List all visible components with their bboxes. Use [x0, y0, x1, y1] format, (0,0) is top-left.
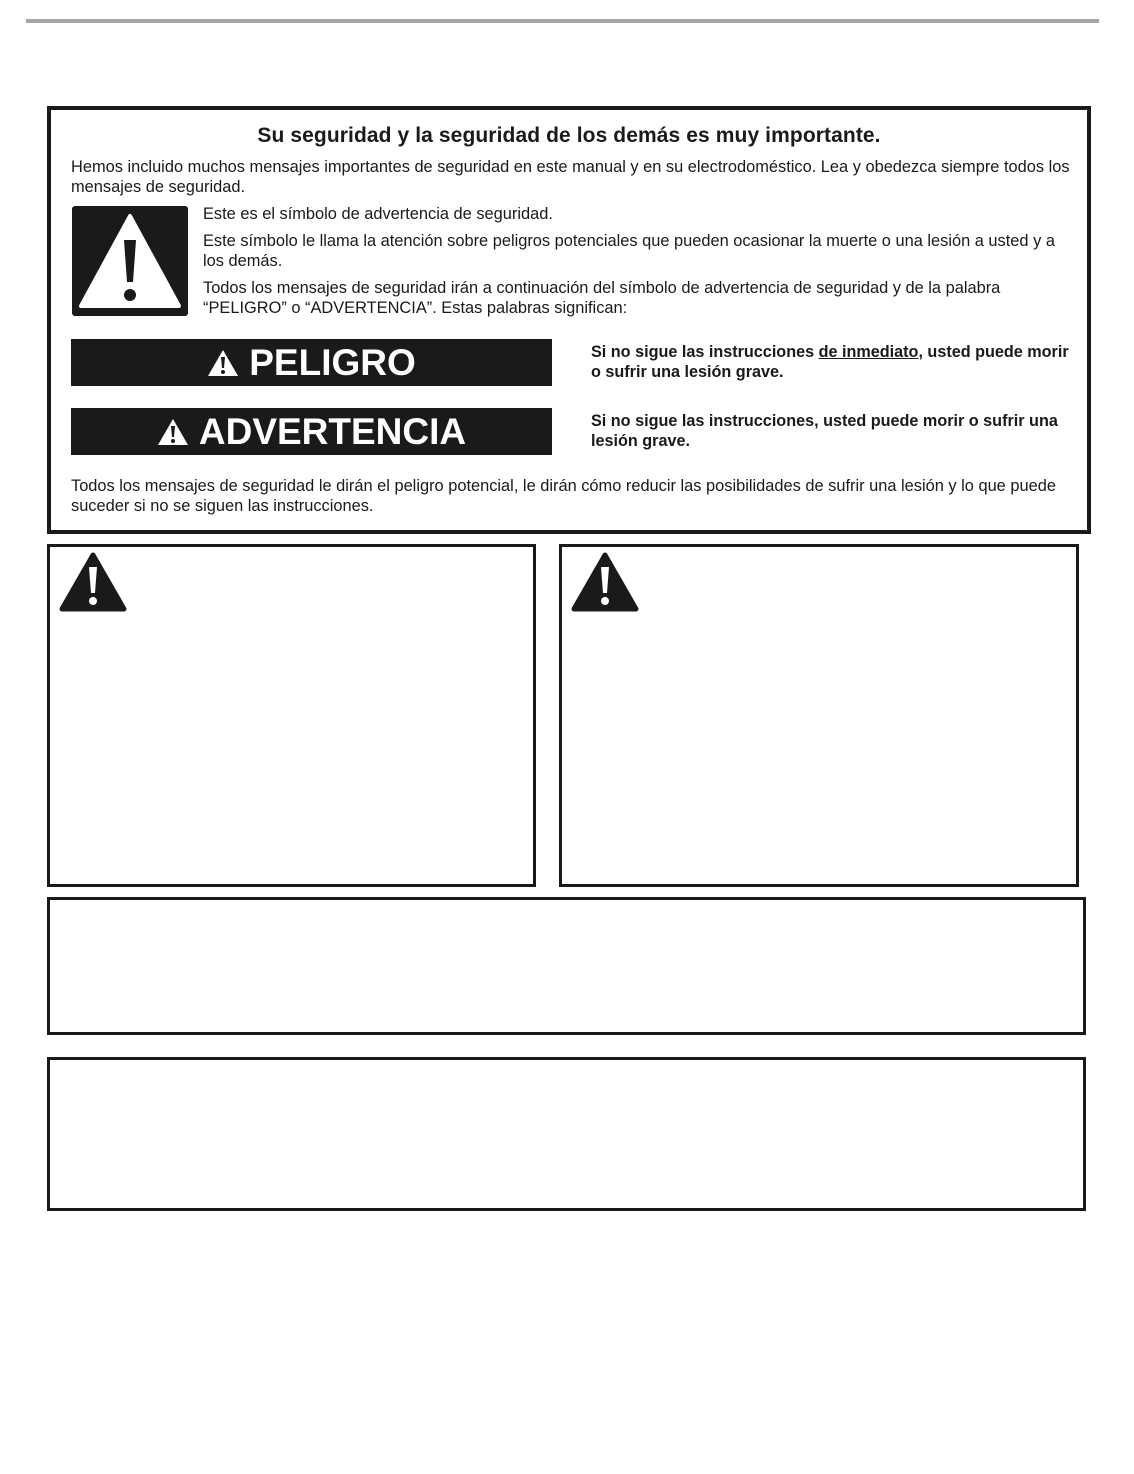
safety-alert-symbol	[72, 206, 188, 316]
symbol-description-2: Este símbolo le llama la atención sobre peligros potenciales que pueden ocasionar la muerte o una lesión a usted y a los demás.	[203, 232, 1055, 270]
safety-closing: Todos los mensajes de seguridad le dirán el peligro potencial, le dirán cómo reducir las posibilidades de sufrir una lesión y lo que puede suceder si no se siguen las instrucciones.	[71, 477, 1056, 515]
danger-desc-pre: Si no sigue las instrucciones	[591, 343, 819, 361]
warning-triangle-icon	[157, 418, 189, 446]
warning-description: Si no sigue las instrucciones, usted puede morir o sufrir una lesión grave.	[591, 412, 1058, 450]
warning-triangle-icon	[76, 210, 184, 312]
danger-label: PELIGRO	[249, 341, 416, 383]
warning-signal-banner	[71, 408, 552, 455]
info-box-2	[47, 1057, 1086, 1211]
warning-triangle-icon	[207, 349, 239, 377]
warning-triangle-icon	[571, 551, 639, 613]
warning-box-left	[47, 544, 536, 887]
safety-intro: Hemos incluido muchos mensajes importantes de seguridad en este manual y en su electrodoméstico. Lea y obedezca siempre todos los mensajes de seguridad.	[71, 158, 1070, 196]
info-box-1	[47, 897, 1086, 1035]
danger-desc-emphasis: de inmediato	[818, 343, 919, 361]
safety-heading: Su seguridad y la seguridad de los demás es muy importante.	[257, 124, 881, 147]
danger-description	[591, 342, 1071, 382]
danger-signal-banner	[71, 339, 552, 386]
symbol-description-1: Este es el símbolo de advertencia de seguridad.	[203, 205, 553, 223]
warning-label: ADVERTENCIA	[198, 410, 467, 452]
safety-info-box	[47, 106, 1091, 534]
top-rule	[26, 19, 1099, 23]
danger-desc-post: , usted puede morir o sufrir una lesión grave.	[591, 343, 1069, 381]
warning-box-right	[559, 544, 1079, 887]
warning-triangle-icon	[59, 551, 127, 613]
symbol-description-3: Todos los mensajes de seguridad irán a continuación del símbolo de advertencia de seguridad y de la palabra “PELIGRO” o “ADVERTENCIA”. Estas palabras significan:	[203, 279, 1001, 317]
